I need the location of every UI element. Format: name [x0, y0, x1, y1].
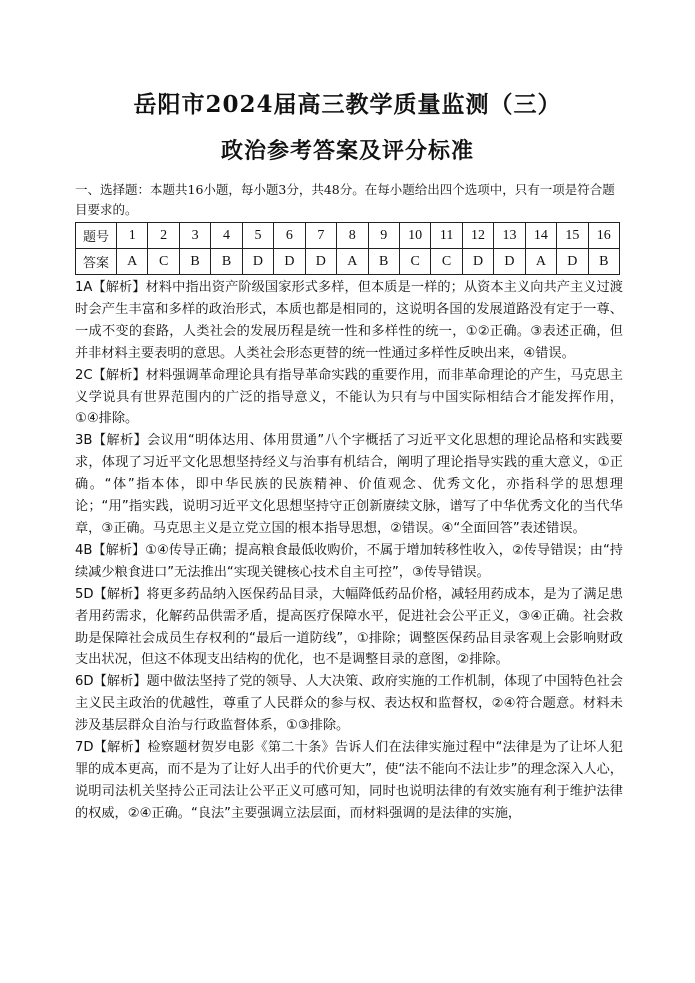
table-cell-answer: C: [431, 249, 462, 275]
explanation-6: 6D【解析】题中做法坚持了党的领导、人大决策、政府实施的工作机制，体现了中国特色社会主义民主政治的优越性，尊重了人民群众的参与权、表达权和监督权，②④符合题意。材料未涉及基层群众自治与行政监督体系，①③排除。: [75, 674, 623, 734]
explanation-7: 7D【解析】检察题材贺岁电影《第二十条》告诉人们在法律实施过程中“法律是为了让坏人犯罪的成本更高，而不是为了让好人出手的代价更大”，使“法不能向不法让步”的理念深入人心，说明司法机关坚持公正司法让公平正义可感可知，同时也说明法律的有效实施有利于维护法律的权威，②④正确。“良法”主要强调立法层面，而材料强调的是法律的实施，: [75, 740, 623, 821]
table-cell-number: 1: [117, 223, 148, 249]
table-cell-number: 4: [211, 223, 242, 249]
table-cell-answer: D: [494, 249, 525, 275]
table-cell-answer: A: [337, 249, 368, 275]
table-cell-answer: D: [242, 249, 273, 275]
table-cell-number: 14: [525, 223, 556, 249]
table-cell-number: 6: [274, 223, 305, 249]
table-cell-number: 8: [337, 223, 368, 249]
table-cell-answer: D: [274, 249, 305, 275]
table-cell-answer: D: [305, 249, 336, 275]
explanations: [75, 277, 623, 825]
table-cell-answer: D: [557, 249, 588, 275]
page-title: 岳阳市2024届高三教学质量监测（三）: [133, 91, 562, 118]
answer-table: [75, 222, 620, 275]
table-cell-number: 16: [588, 223, 619, 249]
table-header-answer: 答案: [76, 249, 117, 275]
explanation-3: 3B【解析】会议用“明体达用、体用贯通”八个字概括了习近平文化思想的理论品格和实践要求，体现了习近平文化思想坚持经义与治事有机结合，阐明了理论指导实践的重大意义，①正确。“体”指本体，即中华民族的民族精神、价值观念、优秀文化，亦指科学的思想理论；“用”指实践，说明习近平文化思想坚持守正创新赓续文脉，谱写了中华优秀文化的当代华章，③正确。马克思主义是立党立国的根本指导思想，②错误。④“全面回答”表述错误。: [75, 433, 623, 536]
table-cell-answer: B: [588, 249, 619, 275]
table-cell-number: 10: [399, 223, 430, 249]
explanation-2: 2C【解析】材料强调革命理论具有指导革命实践的重要作用，而非革命理论的产生，马克思主义学说具有世界范围内的广泛的指导意义，不能认为只有与中国实际相结合才能发挥作用，①④排除。: [75, 367, 623, 427]
section-instruction: 一、选择题：本题共16小题，每小题3分，共48分。在每小题给出四个选项中，只有一项是符合题目要求的。: [75, 182, 615, 217]
explanation-5: 5D【解析】将更多药品纳入医保药品目录，大幅降低药品价格，减轻用药成本，是为了满足患者用药需求，化解药品供需矛盾，提高医疗保障水平，促进社会公平正义，③④正确。社会救助是保障社会成员生存权利的“最后一道防线”，①排除；调整医保药品目录客观上会影响财政支出状况，但这不体现支出结构的优化，也不是调整目录的意图，②排除。: [75, 586, 623, 668]
table-cell-number: 12: [462, 223, 493, 249]
answer-table-number-row: [76, 223, 620, 249]
table-cell-number: 5: [242, 223, 273, 249]
page-subtitle: 政治参考答案及评分标准: [220, 138, 474, 164]
table-cell-number: 15: [557, 223, 588, 249]
table-cell-number: 2: [148, 223, 179, 249]
explanation-1: 1A【解析】材料中指出资产阶级国家形式多样，但本质是一样的；从资本主义向共产主义过渡时会产生丰富和多样的政治形式，本质也都是相同的，这说明各国的发展道路没有定于一尊、一成不变的套路，人类社会的发展历程是统一性和多样性的统一，①②正确。③表述正确，但并非材料主要表明的意思。人类社会形态更替的统一性通过多样性反映出来，④错误。: [75, 280, 623, 361]
table-cell-answer: D: [462, 249, 493, 275]
table-cell-answer: C: [399, 249, 430, 275]
answer-table-answer-row: [76, 249, 620, 275]
table-cell-number: 7: [305, 223, 336, 249]
table-cell-answer: C: [148, 249, 179, 275]
table-cell-number: 9: [368, 223, 399, 249]
table-header-number: 题号: [76, 223, 117, 249]
table-cell-number: 13: [494, 223, 525, 249]
table-cell-number: 11: [431, 223, 462, 249]
table-cell-number: 3: [179, 223, 210, 249]
table-cell-answer: B: [211, 249, 242, 275]
table-cell-answer: B: [179, 249, 210, 275]
table-cell-answer: A: [117, 249, 148, 275]
explanation-4: 4B【解析】①④传导正确；提高粮食最低收购价，不属于增加转移性收入，②传导错误；由“持续减少粮食进口”无法推出“实现关键核心技术自主可控”，③传导错误。: [75, 542, 623, 580]
table-cell-answer: B: [368, 249, 399, 275]
table-cell-answer: A: [525, 249, 556, 275]
